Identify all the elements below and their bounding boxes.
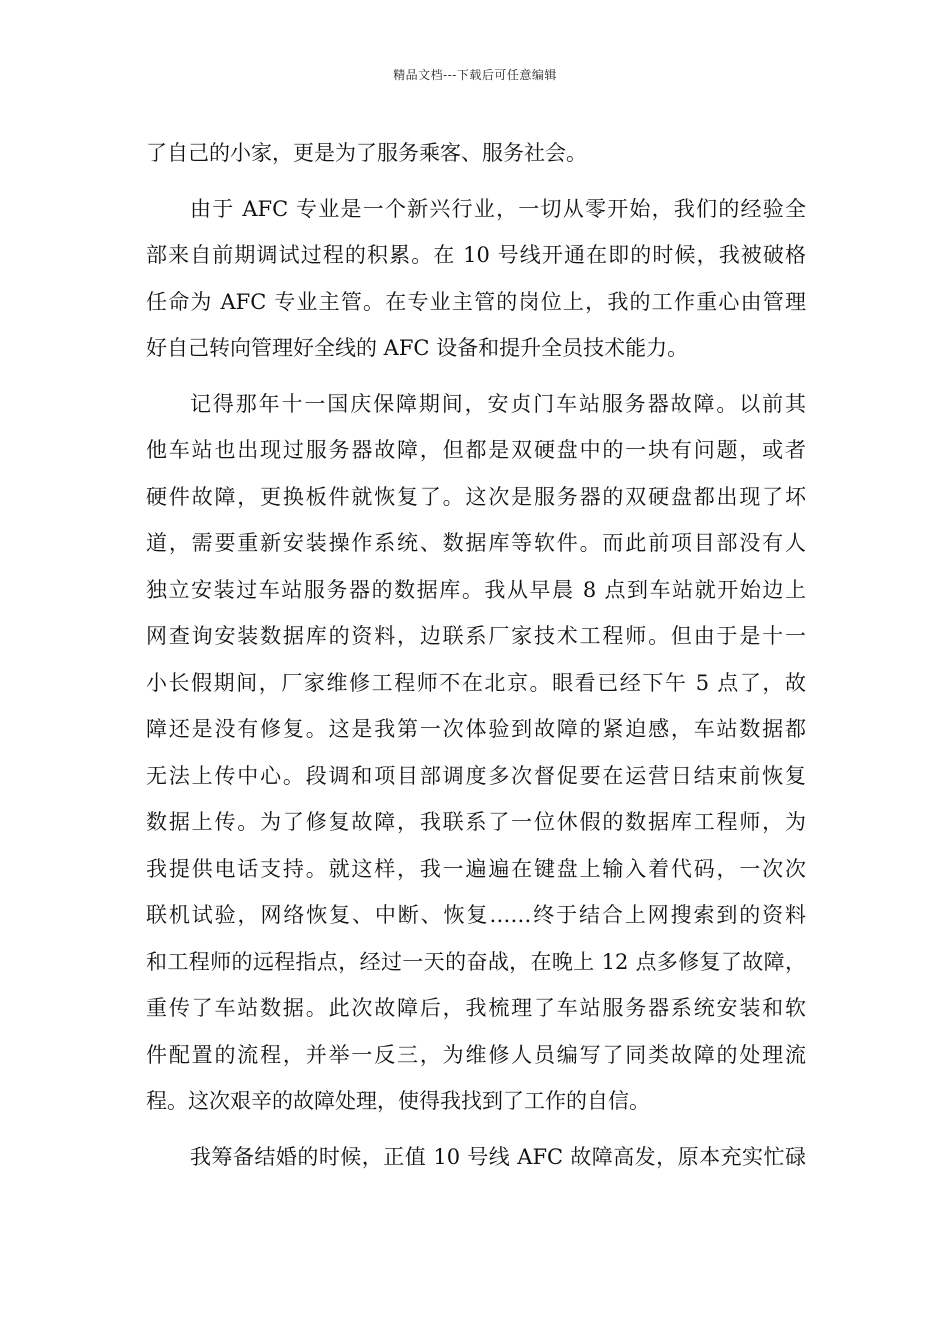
text-line: 记得那年十一国庆保障期间，安贞门车站服务器故障。以前其	[190, 391, 806, 416]
text-line: 网查询安装数据库的资料，边联系厂家技术工程师。但由于是十一	[146, 624, 806, 648]
paragraph	[146, 186, 806, 372]
paragraph	[146, 1134, 806, 1181]
text-line: 障还是没有修复。这是我第一次体验到故障的紧迫感，车站数据都	[146, 717, 806, 741]
text-line: 由于 AFC 专业是一个新兴行业，一切从零开始，我们的经验全	[190, 196, 806, 221]
text-line: 部来自前期调试过程的积累。在 10 号线开通在即的时候，我被破格	[146, 243, 806, 267]
text-line: 好自己转向管理好全线的 AFC 设备和提升全员技术能力。	[146, 336, 689, 360]
text-line: 硬件故障，更换板件就恢复了。这次是服务器的双硬盘都出现了坏	[146, 484, 806, 509]
text-line: 我筹备结婚的时候，正值 10 号线 AFC 故障高发，原本充实忙碌	[190, 1144, 806, 1169]
text-line: 任命为 AFC 专业主管。在专业主管的岗位上，我的工作重心由管理	[146, 289, 806, 314]
text-line: 独立安装过车站服务器的数据库。我从早晨 8 点到车站就开始边上	[146, 577, 806, 602]
text-line: 小长假期间，厂家维修工程师不在北京。眼看已经下午 5 点了，故	[146, 670, 806, 695]
text-line: 无法上传中心。段调和项目部调度多次督促要在运营日结束前恢复	[146, 763, 806, 788]
paragraph	[146, 130, 806, 177]
text-line: 件配置的流程，并举一反三，为维修人员编写了同类故障的处理流	[146, 1042, 806, 1067]
text-line: 我提供电话支持。就这样，我一遍遍在键盘上输入着代码，一次次	[146, 856, 806, 881]
text-line: 和工程师的远程指点，经过一天的奋战，在晚上 12 点多修复了故障，	[146, 949, 806, 974]
text-line: 了自己的小家，更是为了服务乘客、服务社会。	[146, 141, 587, 165]
text-line: 他车站也出现过服务器故障，但都是双硬盘中的一块有问题，或者	[146, 438, 806, 462]
text-line: 数据上传。为了修复故障，我联系了一位休假的数据库工程师，为	[146, 810, 806, 834]
document-body	[146, 130, 806, 1180]
text-line: 道，需要重新安装操作系统、数据库等软件。而此前项目部没有人	[146, 531, 806, 555]
page-header: 精品文档---下载后可任意编辑	[393, 68, 557, 82]
text-line: 程。这次艰辛的故障处理，使得我找到了工作的自信。	[146, 1089, 650, 1113]
text-line: 重传了车站数据。此次故障后，我梳理了车站服务器系统安装和软	[146, 996, 806, 1020]
paragraph	[146, 381, 806, 1125]
text-line: 联机试验，网络恢复、中断、恢复……终于结合上网搜索到的资料	[146, 903, 806, 927]
